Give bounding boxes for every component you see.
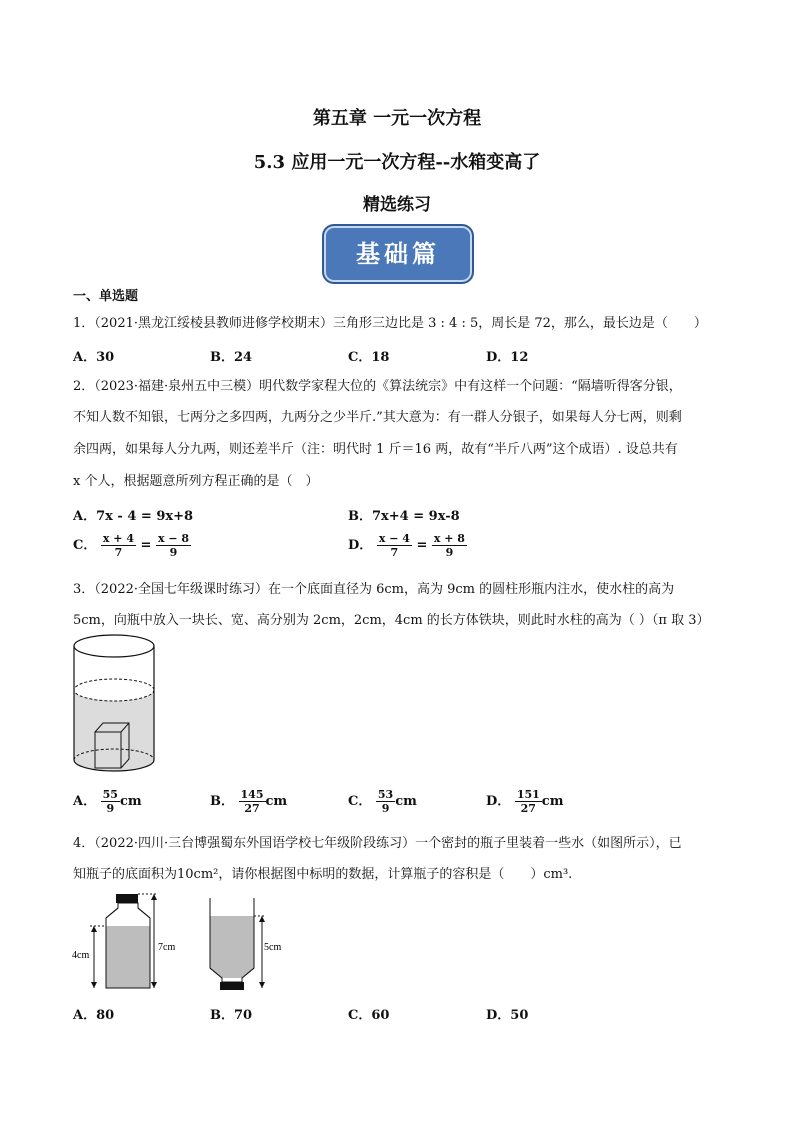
q1-option-b[interactable]: B．24 [210,350,253,365]
air-height-label: 5cm [264,942,282,953]
q3-a-den: 9 [106,802,115,815]
bottle-height-label: 7cm [158,942,176,953]
q2-line-2: 不知人数不知银，七两分之多四两，九两分之少半斤.”其大意为：有一群人分银子，如果每人分七两，则剩 [73,410,682,425]
chapter-title: 第五章 一元一次方程 [312,108,482,129]
q4-line-1: 4．（2022·四川·三台博强蜀东外国语学校七年级阶段练习）一个密封的瓶子里装着一些水（如图所示），已 [73,836,682,851]
q2-option-d-label: D． [348,538,373,553]
q3-d-label: D． [486,794,511,809]
subtitle: 精选练习 [363,195,431,215]
q3-line-2: 5cm，向瓶中放入一块长、宽、高分别为 2cm，2cm，4cm 的长方体铁块，则此时水柱的高为（ ）（π 取 3） [73,613,710,628]
basic-level-badge: 基础篇 [322,224,474,284]
q3-c-unit: cm [395,794,417,809]
q4-option-d[interactable]: D．50 [486,1008,529,1023]
q3-option-b[interactable] [210,788,287,815]
q2-d-num2: x + 8 [433,532,465,545]
q3-a-label: A． [73,794,97,809]
q3-option-a[interactable] [73,788,142,815]
section-title: 5.3 应用一元一次方程--水箱变高了 [253,152,541,173]
q2-line-1: 2．（2023·福建·泉州五中三模）明代数学家程大位的《算法统宗》中有这样一个问题：“隔墙听得客分银， [73,379,682,394]
q3-b-den: 27 [244,802,260,815]
q3-d-num: 151 [516,788,540,801]
q4-option-a[interactable]: A．80 [73,1008,115,1023]
q4-option-b[interactable]: B．70 [210,1008,253,1023]
q3-b-num: 145 [240,788,264,801]
q1-option-a[interactable]: A．30 [73,350,115,365]
q2-d-num1: x − 4 [378,532,410,545]
q2-option-b[interactable]: B．7x+4 = 9x-8 [348,509,460,524]
q3-d-unit: cm [541,794,564,809]
q2-option-a[interactable]: A．7x - 4 = 9x+8 [73,509,194,524]
q1-option-d[interactable]: D．12 [486,350,529,365]
q2-line-3: 余四两，如果每人分九两，则还差半斤（注：明代时 1 斤＝16 两，故有“半斤八两”这个成语）. 设总共有 [73,442,678,457]
q2-c-num2: x − 8 [157,532,190,545]
q3-c-den: 9 [381,802,390,815]
q2-c-equals: = [140,538,152,553]
q3-b-label: B． [210,794,234,809]
q2-option-c-label: C． [73,538,97,553]
q2-line-4: x 个人，根据题意所列方程正确的是（ ） [73,474,319,489]
q2-option-d[interactable] [348,532,467,559]
q3-b-unit: cm [265,794,288,809]
q2-c-num1: x + 4 [102,532,134,545]
q2-c-den2: 9 [169,546,178,559]
question-type-heading: 一、单选题 [73,289,139,304]
q4-option-c[interactable]: C．60 [348,1008,390,1023]
q3-option-c[interactable] [348,788,417,815]
q3-a-num: 55 [102,788,118,801]
q2-c-den1: 7 [114,546,123,559]
q1-stem: 1．（2021·黑龙江绥棱县教师进修学校期末）三角形三边比是 3 : 4 : 5，周长是 72，那么，最长边是（ ） [73,316,707,331]
water-height-label: 4cm [72,950,90,961]
cylinder-figure [68,632,160,782]
q2-d-equals: = [416,538,428,553]
q2-d-den2: 9 [445,546,454,559]
q2-option-c[interactable] [73,532,191,559]
q4-line-2: 知瓶子的底面积为10cm²，请你根据图中标明的数据，计算瓶子的容积是（ ）cm³. [73,867,573,882]
q3-c-label: C． [348,794,372,809]
q3-line-1: 3．（2022·全国七年级课时练习）在一个底面直径为 6cm，高为 9cm 的圆柱形瓶内注水，使水柱的高为 [73,582,675,597]
bottle-figures [68,890,328,1000]
q3-a-unit: cm [119,794,142,809]
q3-option-d[interactable] [486,788,563,815]
q2-d-den1: 7 [390,546,399,559]
q1-option-c[interactable]: C．18 [348,350,390,365]
q3-c-num: 53 [377,788,394,801]
q3-d-den: 27 [520,802,536,815]
